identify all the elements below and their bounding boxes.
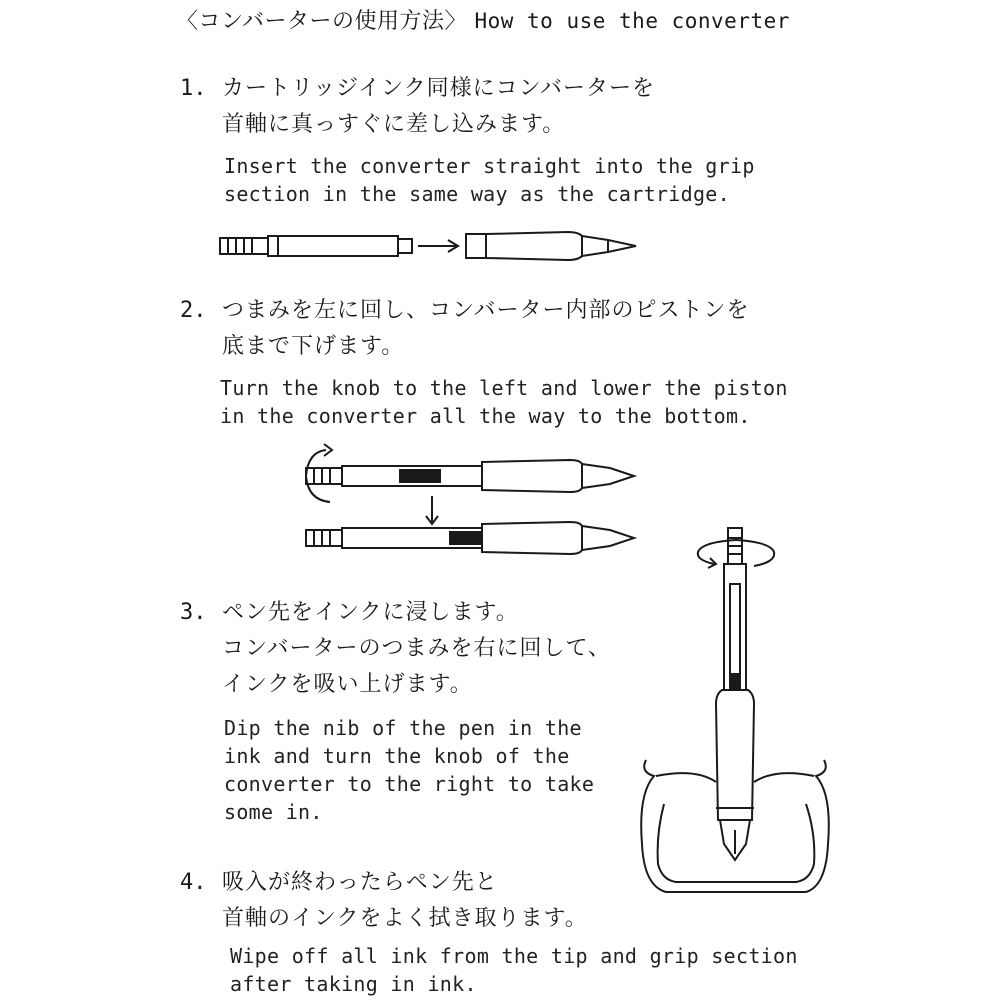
step-4-ja-line-2: 首軸のインクをよく拭き取ります。 [222,906,588,931]
page-title [176,4,790,35]
step-1-number: 1. [180,76,207,101]
step-3-en-line-3: converter to the right to take [224,772,595,796]
step-2-en-line-1: Turn the knob to the left and lower the piston [220,376,788,400]
step-1-en-line-2: section in the same way as the cartridge. [224,182,730,206]
step-3-en-line-1: Dip the nib of the pen in the [224,716,582,740]
step-3-en-line-4: some in. [224,800,323,824]
step-1-en-line-1: Insert the converter straight into the grip [224,154,755,178]
step-1-ja-line-1: カートリッジインク同様にコンバーターを [222,76,656,101]
step-1-ja-line-2: 首軸に真っすぐに差し込みます。 [222,112,566,137]
step-3-en-line-2: ink and turn the knob of the [224,744,570,768]
step-2-en-line-2: in the converter all the way to the bottom. [220,404,751,428]
step-3-number: 3. [180,600,207,625]
step-4-en-line-1: Wipe off all ink from the tip and grip section [230,944,798,968]
step-2-ja-line-2: 底まで下げます。 [222,334,405,359]
knob-turn-piston-illustration [300,440,640,560]
step-3-ja-line-1: ペン先をインクに浸します。 [222,600,519,625]
step-4-number: 4. [180,870,207,895]
page-title-ja: 〈コンバーターの使用方法〉 [176,9,467,34]
step-3-ja-line-3: インクを吸い上げます。 [222,672,473,697]
step-4-en-line-2: after taking in ink. [230,972,477,996]
page-title-en: How to use the converter [474,9,790,33]
step-3-ja-line-2: コンバーターのつまみを右に回して、 [222,636,612,661]
step-2-number: 2. [180,298,207,323]
step-2-ja-line-1: つまみを左に回し、コンバーター内部のピストンを [222,298,750,323]
converter-to-pen-illustration [218,226,648,266]
step-4-ja-line-1: 吸入が終わったらペン先と [222,870,498,895]
pen-in-ink-bottle-illustration [636,524,836,904]
